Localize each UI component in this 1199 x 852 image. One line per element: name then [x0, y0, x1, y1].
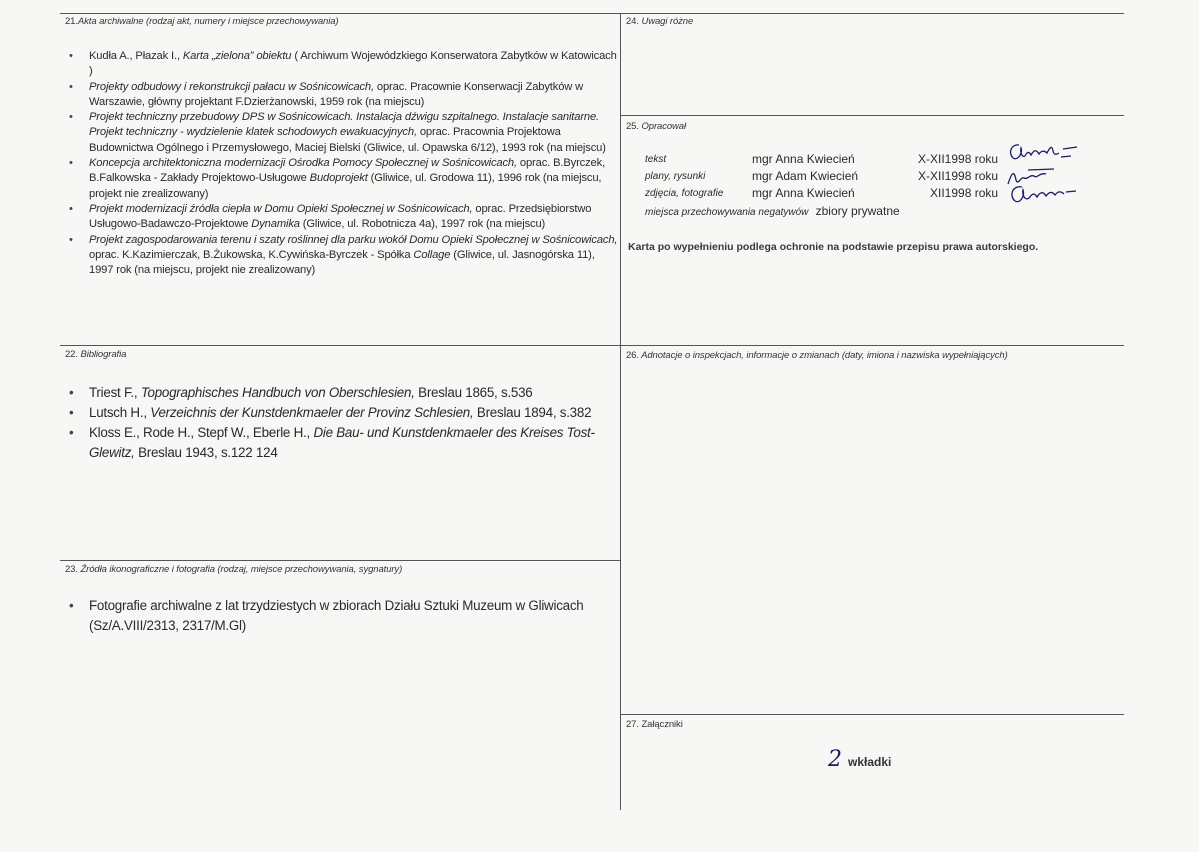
section-21-label: Akta archiwalne (rodzaj akt, numery i miejsce przechowywania): [77, 16, 339, 27]
attachments-label: wkładki: [848, 755, 892, 769]
section-23-number: 23.: [65, 564, 78, 575]
section-21-number: 21.: [65, 16, 78, 27]
signature-mark: [1006, 182, 1078, 206]
section-27-label: Załączniki: [641, 719, 683, 730]
archival-records-list: [65, 49, 618, 278]
signature-mark: [1005, 141, 1080, 163]
list-item: • Kloss E., Rode H., Stepf W., Eberle H., Die Bau- und Kunstdenkmaeler des Kreises Tost-Glewitz, Breslau 1943, s.122 124: [65, 423, 618, 463]
top-rule: [60, 13, 1124, 14]
bibliography-list: [65, 383, 618, 463]
list-item: • Fotografie archiwalne z lat trzydziestych w zbiorach Działu Sztuki Muzeum w Gliwicach (Sz/A.VIII/2313, 2317/M.Gl): [65, 596, 618, 635]
section-24-number: 24.: [626, 16, 639, 27]
rule-22-23: [60, 560, 620, 561]
rule-26-27: [620, 714, 1124, 715]
author-date: X-XII1998 roku: [918, 169, 999, 183]
list-item: • Lutsch H., Verzeichnis der Kunstdenkmaeler der Provinz Schlesien, Breslau 1894, s.382: [65, 403, 618, 423]
section-24-title: [626, 16, 693, 27]
section-21-title: [65, 16, 338, 27]
author-row-photos: [645, 187, 723, 199]
list-item: • Projekty odbudowy i rekonstrukcji pałacu w Sośnicowicach, oprac. Pracownie Konserwacji Zabytków w Warszawie, główny projektant F.Dzierżanowski, 1959 rok (na miejscu): [65, 80, 618, 111]
list-item: • Projekt zagospodarowania terenu i szaty roślinnej dla parku wokół Domu Opieki Społecznej w Sośnicowicach, oprac. K.Kazimierczak, B.Żukowska, K.Cywińska-Byrczek - Spółka Collage (Gliwice, ul. Jasnogórska 11), 1997 rok (na miejscu, projekt nie zrealizowany): [65, 233, 618, 279]
role-label: zdjęcia, fotografie: [645, 188, 724, 199]
attachments-count: [828, 747, 891, 772]
role-label: plany, rysunki: [645, 171, 706, 182]
author-row-text: [645, 153, 666, 165]
list-item: • Koncepcja architektoniczna modernizacji Ośrodka Pomocy Społecznej w Sośnicowicach, oprac. B.Byrczek, B.Falkowska - Zakłady Projektowo-Usługowe Budoprojekt (Gliwice, ul. Grodowa 11), 1996 rok (na miejscu, projekt nie zrealizowany): [65, 156, 618, 202]
center-divider: [620, 13, 621, 810]
section-26-title: [626, 350, 1008, 361]
list-item: • Projekt techniczny przebudowy DPS w Sośnicowicach. Instalacja dźwigu szpitalnego. Instalacje sanitarne. Projekt techniczny - wydzielenie klatek schodowych ewakuacyjnych, oprac. Pracownia Projektowa Budownictwa Ogólnego i Przemysłowego, Maciej Bielski (Gliwice, ul. Opawska 6/12), 1993 rok (na miejscu): [65, 110, 618, 156]
section-26-number: 26.: [626, 350, 639, 361]
negatives-value: zbiory prywatne: [815, 204, 900, 218]
section-27-number: 27.: [626, 719, 639, 730]
section-24-label: Uwagi różne: [641, 16, 694, 27]
section-23-label: Źródła ikonograficzne i fotografia (rodzaj, miejsce przechowywania, sygnatury): [80, 564, 403, 575]
author-date: XII1998 roku: [930, 186, 999, 200]
rule-24-25: [620, 115, 1124, 116]
section-22-title: [65, 349, 126, 360]
author-name: mgr Anna Kwiecień: [752, 152, 855, 166]
list-item: • Triest F., Topographisches Handbuch von Oberschlesien, Breslau 1865, s.536: [65, 383, 618, 403]
section-22-number: 22.: [65, 349, 78, 360]
negatives-row: [645, 204, 900, 218]
role-label: tekst: [645, 154, 667, 165]
section-25-label: Opracował: [641, 121, 686, 132]
author-date: X-XII1998 roku: [918, 152, 999, 166]
copyright-notice: Karta po wypełnieniu podlega ochronie na podstawie przepisu prawa autorskiego.: [628, 241, 1039, 253]
section-27-title: [626, 719, 683, 730]
attachments-number: 2: [828, 747, 842, 772]
author-name: mgr Anna Kwiecień: [752, 186, 855, 200]
list-item: • Kudła A., Płazak I., Karta „zielona” obiektu ( Archiwum Wojewódzkiego Konserwatora Zabytków w Katowicach ): [65, 49, 618, 80]
section-25-title: [626, 121, 686, 132]
author-name: mgr Adam Kwiecień: [752, 169, 859, 183]
iconography-list: [65, 596, 618, 635]
rule-21-22: [60, 345, 1124, 346]
author-row-drawings: [645, 170, 705, 182]
section-25-number: 25.: [626, 121, 639, 132]
section-26-label: Adnotacje o inspekcjach, informacje o zmianach (daty, imiona i nazwiska wypełniających): [641, 350, 1008, 361]
section-23-title: [65, 564, 402, 575]
list-item: • Projekt modernizacji źródła ciepła w Domu Opieki Społecznej w Sośnicowicach, oprac. Przedsiębiorstwo Usługowo-Badawczo-Projektowe Dynamika (Gliwice, ul. Robotnicza 4a), 1997 rok (na miejscu): [65, 202, 618, 233]
section-22-label: Bibliografia: [80, 349, 127, 360]
negatives-label: miejsca przechowywania negatywów: [645, 207, 809, 218]
